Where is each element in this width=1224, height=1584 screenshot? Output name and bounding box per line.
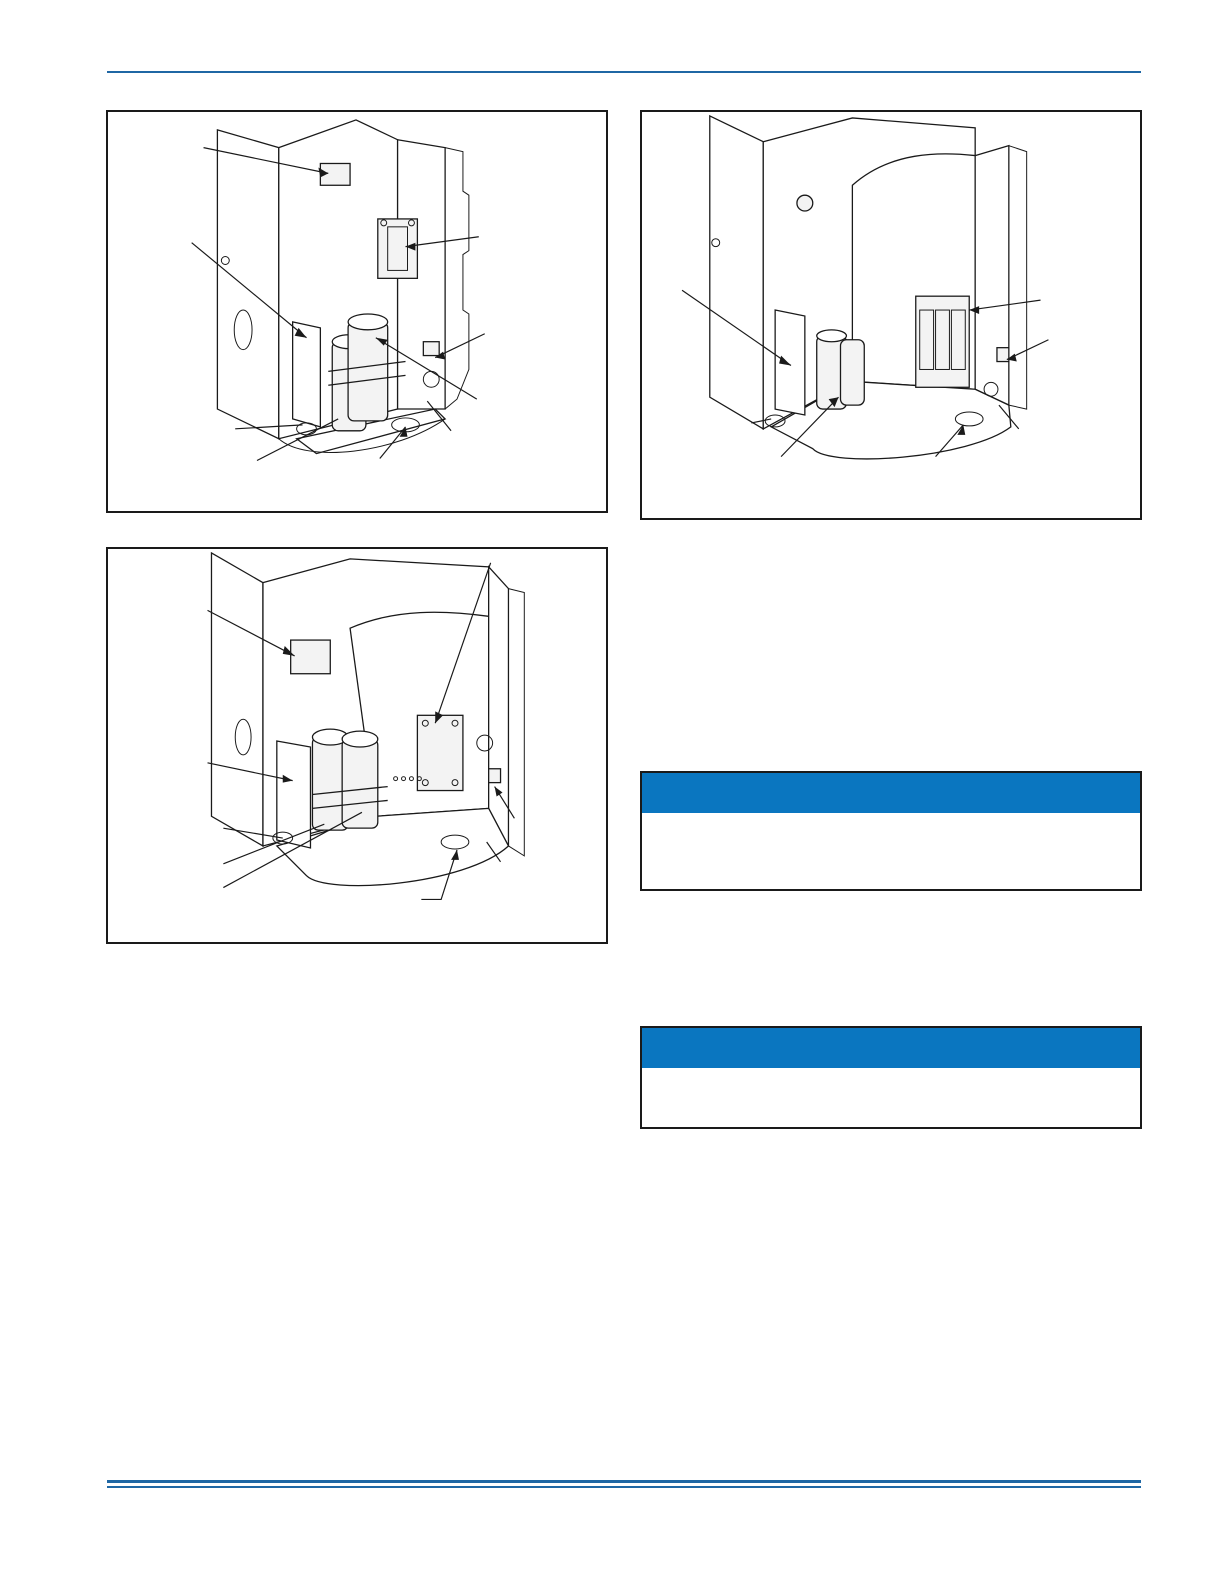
notice-box-2	[640, 1026, 1142, 1129]
figure-control-box-3	[106, 547, 608, 944]
control-box-illustration-2	[642, 112, 1140, 518]
control-box-illustration-1	[108, 112, 606, 511]
notice-box-1	[640, 771, 1142, 891]
notice-body-2	[642, 1068, 1140, 1088]
figure-control-box-1	[106, 110, 608, 513]
footer-rule-upper	[107, 1480, 1141, 1483]
notice-header-1	[642, 773, 1140, 813]
notice-body-1	[642, 813, 1140, 833]
footer-rule-lower	[107, 1486, 1141, 1488]
control-box-illustration-3	[108, 549, 606, 942]
figure-control-box-2	[640, 110, 1142, 520]
notice-header-2	[642, 1028, 1140, 1068]
header-rule	[107, 71, 1141, 73]
